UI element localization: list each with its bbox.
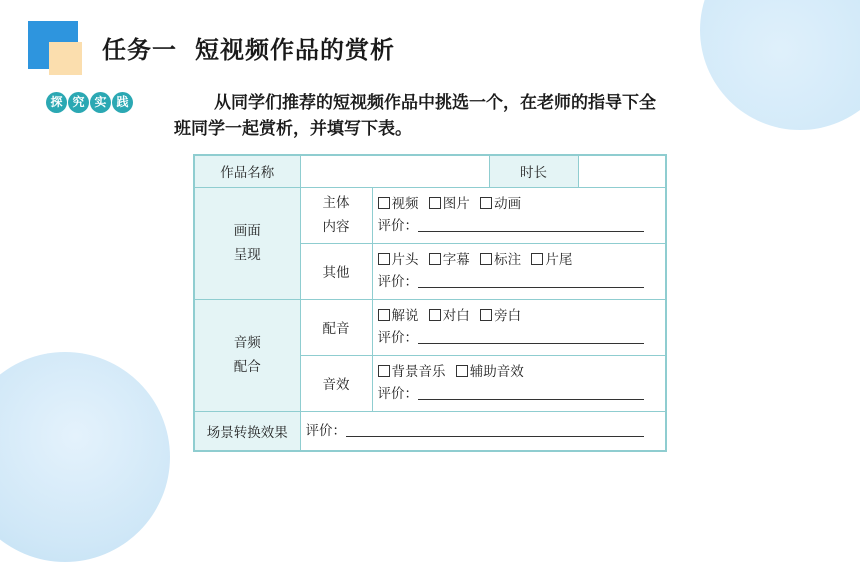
rating-label: 评价： xyxy=(377,218,418,234)
sound-effects-cell xyxy=(372,355,666,411)
option-commentary-label: 解说 xyxy=(391,308,419,324)
checkbox-commentary[interactable] xyxy=(378,309,390,321)
instruction-line-1: 从同学们推荐的短视频作品中挑选一个，在老师的指导下全 xyxy=(214,93,656,113)
scene-transition-cell xyxy=(300,411,666,451)
checkbox-animation[interactable] xyxy=(480,197,492,209)
table-row xyxy=(194,187,666,243)
option-background-music-label: 背景音乐 xyxy=(391,364,446,380)
audio-group-label xyxy=(194,299,300,411)
main-content-label xyxy=(300,187,372,243)
other-cell xyxy=(372,243,666,299)
option-opening-label: 片头 xyxy=(391,252,419,268)
duration-field[interactable] xyxy=(578,155,666,187)
sound-effects-label: 音效 xyxy=(300,355,372,411)
option-dialogue-label: 对白 xyxy=(442,308,470,324)
table-row xyxy=(194,299,666,355)
option-video-label: 视频 xyxy=(391,196,419,212)
badge-char: 究 xyxy=(68,92,89,113)
appreciation-form-table xyxy=(193,154,667,452)
audio-label-line-1: 音频 xyxy=(233,335,261,351)
title-task-number: 任务一 xyxy=(102,36,177,64)
title-task-name: 短视频作品的赏析 xyxy=(195,36,395,64)
duration-label: 时长 xyxy=(489,155,578,187)
dubbing-cell xyxy=(372,299,666,355)
explore-practice-badge xyxy=(46,92,134,113)
badge-char: 实 xyxy=(90,92,111,113)
rating-label: 评价： xyxy=(377,386,418,402)
rating-blank-dubbing[interactable] xyxy=(418,329,644,344)
dubbing-label: 配音 xyxy=(300,299,372,355)
rating-blank-sound-effects[interactable] xyxy=(418,385,644,400)
table-row xyxy=(194,411,666,451)
rating-label: 评价： xyxy=(377,330,418,346)
option-narration-label: 旁白 xyxy=(494,308,522,324)
main-content-cell xyxy=(372,187,666,243)
rating-label: 评价： xyxy=(377,274,418,290)
option-animation-label: 动画 xyxy=(494,196,522,212)
checkbox-dialogue[interactable] xyxy=(429,309,441,321)
audio-label-line-2: 配合 xyxy=(233,359,261,375)
main-content-line-1: 主体 xyxy=(322,195,350,211)
rating-blank-scene-transition[interactable] xyxy=(346,422,644,437)
checkbox-ending[interactable] xyxy=(531,253,543,265)
checkbox-subtitles[interactable] xyxy=(429,253,441,265)
checkbox-opening[interactable] xyxy=(378,253,390,265)
option-subtitles-label: 字幕 xyxy=(442,252,470,268)
checkbox-narration[interactable] xyxy=(480,309,492,321)
page-title xyxy=(102,30,395,65)
picture-label-line-1: 画面 xyxy=(233,223,261,239)
scene-transition-label: 场景转换效果 xyxy=(194,411,300,451)
decorative-circle-bottom-left xyxy=(0,352,170,562)
rating-label: 评价： xyxy=(305,422,346,439)
picture-label-line-2: 呈现 xyxy=(233,247,261,263)
work-name-label: 作品名称 xyxy=(194,155,300,187)
checkbox-auxiliary-sfx[interactable] xyxy=(456,365,468,377)
badge-char: 践 xyxy=(112,92,133,113)
table-row xyxy=(194,155,666,187)
checkbox-video[interactable] xyxy=(378,197,390,209)
work-name-field[interactable] xyxy=(300,155,489,187)
rating-blank-main-content[interactable] xyxy=(418,217,644,232)
instruction-text xyxy=(174,90,794,142)
checkbox-image[interactable] xyxy=(429,197,441,209)
option-ending-label: 片尾 xyxy=(545,252,573,268)
rating-blank-other[interactable] xyxy=(418,273,644,288)
other-label: 其他 xyxy=(300,243,372,299)
picture-group-label xyxy=(194,187,300,299)
option-auxiliary-sfx-label: 辅助音效 xyxy=(469,364,524,380)
option-annotation-label: 标注 xyxy=(494,252,522,268)
badge-char: 探 xyxy=(46,92,67,113)
title-decoration-cream-square xyxy=(49,42,82,75)
main-content-line-2: 内容 xyxy=(322,219,350,235)
checkbox-annotation[interactable] xyxy=(480,253,492,265)
option-image-label: 图片 xyxy=(442,196,470,212)
instruction-line-2: 班同学一起赏析，并填写下表。 xyxy=(174,119,412,139)
checkbox-background-music[interactable] xyxy=(378,365,390,377)
